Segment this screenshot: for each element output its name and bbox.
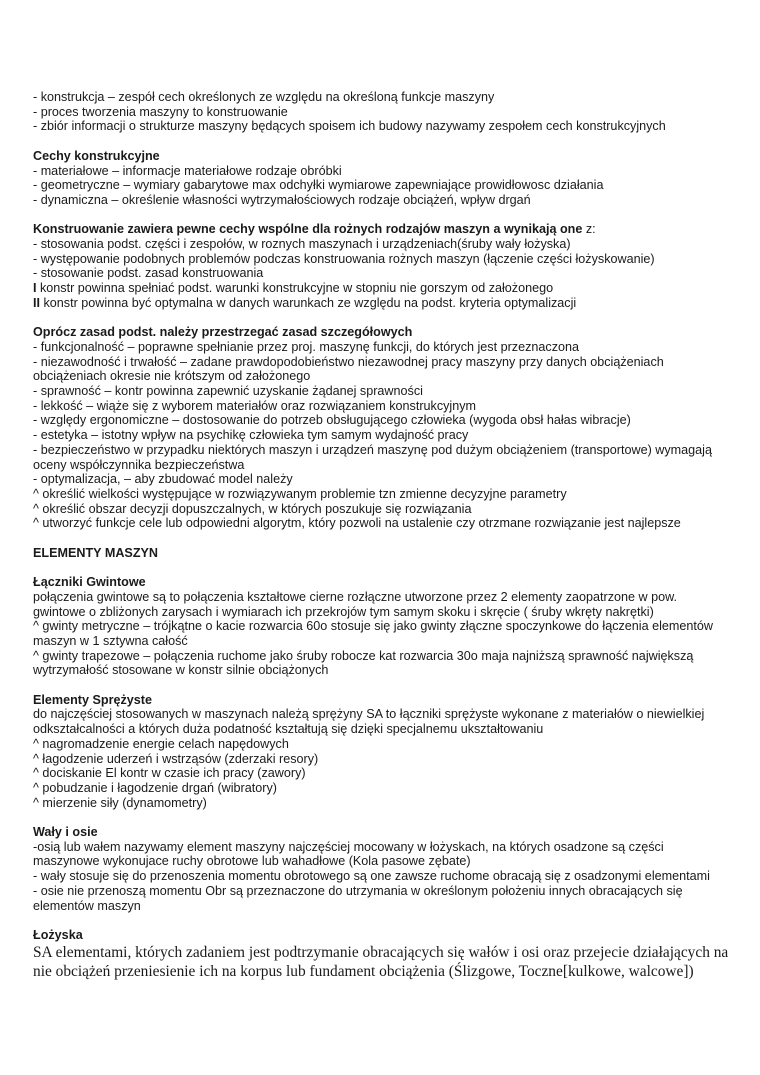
list-item: - występowanie podobnych problemów podczas konstruowania rożnych maszyn (łączenie części łożyskowanie) (33, 251, 655, 266)
list-item: ^ gwinty trapezowe – połączenia ruchome jako śruby robocze kat rozwarcia 30o maja najniższą sprawność największą wytrzymałość stosowane w konstr silnie obciążonych (33, 648, 694, 678)
list-item: - materiałowe – informacje materiałowe rodzaje obróbki (33, 163, 342, 178)
rule-text: konstr powinna spełniać podst. warunki konstrukcyjne w stopniu nie gorszym od założonego (36, 281, 554, 296)
list-item: - lekkość – wiąże się z wyborem materiałów oraz rozwiązaniem konstrukcyjnym (33, 398, 477, 413)
lozyska-section (33, 928, 733, 981)
list-item: ^ mierzenie siły (dynamometry) (33, 795, 207, 810)
rule-number: II (33, 295, 40, 310)
section-heading: Elementy Sprężyste (33, 692, 152, 707)
intro-section (33, 90, 733, 134)
heading-bold: Konstruowanie zawiera pewne cechy wspólne dla rożnych rodzajów maszyn a wynikają one (33, 222, 583, 237)
section-heading: Łączniki Gwintowe (33, 575, 146, 590)
list-item: -osią lub wałem nazywamy element maszyny najczęściej mocowany w łożyskach, na których osadzone są części maszynowe wykonujace ruchy obrotowe lub wahadłowe (Kola pasowe zębate) (33, 839, 664, 869)
list-item: ^ utworzyć funkcje cele lub odpowiedni algorytm, który pozwoli na ustalenie czy otrzmane rozwiązanie jest najlepsze (33, 516, 681, 531)
list-item: - niezawodność i trwałość – zadane prawdopodobieństwo niezawodnej pracy maszyny przy danych obciążeniach obciążeniach okresie nie krótszym od założonego (33, 354, 664, 384)
intro-line: - zbiór informacji o strukturze maszyny będących spoisem ich budowy nazywamy zespołem cech konstrukcyjnych (33, 119, 666, 134)
zasady-section (33, 325, 733, 531)
list-item: - sprawność – kontr powinna zapewnić uzyskanie żądanej sprawności (33, 384, 423, 399)
waly-section (33, 825, 733, 913)
cechy-section (33, 149, 733, 208)
list-item: - wały stosuje się do przenoszenia momentu obrotowego są one zawsze ruchome obracają się z osadzonymi elementami (33, 869, 710, 884)
section-heading: Łożyska (33, 927, 83, 942)
list-item: ^ pobudzanie i łagodzenie drgań (wibratory) (33, 780, 277, 795)
rule-item (33, 281, 733, 296)
sprezyste-section (33, 693, 733, 811)
list-item: - dynamiczna – określenie własności wytrzymałościowych rodzaje obciążeń, wpływ drgań (33, 192, 531, 207)
list-item: ^ gwinty metryczne – trójkątne o kacie rozwarcia 60o stosuje się jako gwinty złączne spoczynkowe do łączenia elementów maszyn w 1 sztywna całość (33, 619, 714, 648)
section-heading: Oprócz zasad podst. należy przestrzegać zasad szczegółowych (33, 325, 413, 340)
section-heading (33, 222, 733, 237)
document-page (33, 90, 733, 981)
rule-item (33, 296, 733, 311)
list-item: - funkcjonalność – poprawne spełnianie przez proj. maszynę funkcji, do których jest przeznaczona (33, 339, 580, 354)
list-item: - geometryczne – wymiary gabarytowe max odchyłki wymiarowe zapewniające prowidłowosc działania (33, 178, 604, 193)
paragraph: SA elementami, których zadaniem jest podtrzymanie obracających się wałów i osi oraz przejecie działających na nie obciążeń przeniesienie ich na korpus lub fundament obciążenia (Ślizgowe, Toczne[kulkowe, walcowe]) (33, 943, 729, 980)
list-item: ^ łagodzenie uderzeń i wstrząsów (zderzaki resory) (33, 751, 319, 766)
list-item: - osie nie przenoszą momentu Obr są przeznaczone do utrzymania w określonym położeniu innych obracających się elementów maszyn (33, 883, 683, 913)
intro-line: - konstrukcja – zespół cech określonych ze względu na określoną funkcje maszyny (33, 90, 495, 104)
list-item: - stosowanie podst. zasad konstruowania (33, 266, 264, 281)
rule-text: konstr powinna być optymalna w danych warunkach ze względu na podst. kryteria optymalizacji (40, 295, 577, 310)
list-item: ^ nagromadzenie energie celach napędowych (33, 736, 289, 751)
laczniki-section (33, 575, 733, 678)
section-heading: Cechy konstrukcyjne (33, 148, 160, 163)
paragraph: do najczęściej stosowanych w maszynach należą sprężyny SA to łączniki sprężyste wykonane z materiałów o niewielkiej odkształcalności a których duża podatność kształtują się dzięki specjalnemu ukształtowaniu (33, 707, 705, 737)
list-item: ^ określić wielkości występujące w rozwiązywanym problemie tzn zmienne decyzyjne parametry (33, 486, 567, 501)
paragraph-line: połączenia gwintowe są to połączenia kształtowe cierne rozłączne utworzone przez 2 elementy zaopatrzone w pow. (33, 589, 678, 604)
paragraph-line: gwintowe o zbliżonych zarysach i wymiarach ich przekrojów tym samym skoku i skręcie ( śruby wkręty nakrętki) (33, 604, 654, 619)
intro-line: - proces tworzenia maszyny to konstruowanie (33, 104, 288, 119)
list-item: - względy ergonomiczne – dostosowanie do potrzeb obsługującego człowieka (wygoda obsł hałas wibracje) (33, 413, 631, 428)
konstruowanie-section (33, 222, 733, 310)
chapter-heading: ELEMENTY MASZYN (33, 545, 159, 560)
heading-tail: z: (582, 222, 596, 237)
list-item: - bezpieczeństwo w przypadku niektórych maszyn i urządzeń maszynę pod dużym obciążeniem (transportowe) wymagają oceny współczynnika bezpieczeństwa (33, 442, 712, 472)
list-item: ^ dociskanie El kontr w czasie ich pracy (zawory) (33, 766, 306, 781)
list-item: - optymalizacja, – aby zbudować model należy (33, 472, 293, 487)
list-item: - stosowania podst. części i zespołów, w roznych maszynach i urządzeniach(śruby wały łożyska) (33, 237, 571, 251)
list-item: ^ określić obszar decyzji dopuszczalnych, w których poszukuje się rozwiązania (33, 501, 472, 516)
section-heading: Wały i osie (33, 825, 98, 840)
list-item: - estetyka – istotny wpływ na psychikę człowieka tym samym wydajność pracy (33, 428, 469, 443)
rule-number: I (33, 281, 37, 296)
